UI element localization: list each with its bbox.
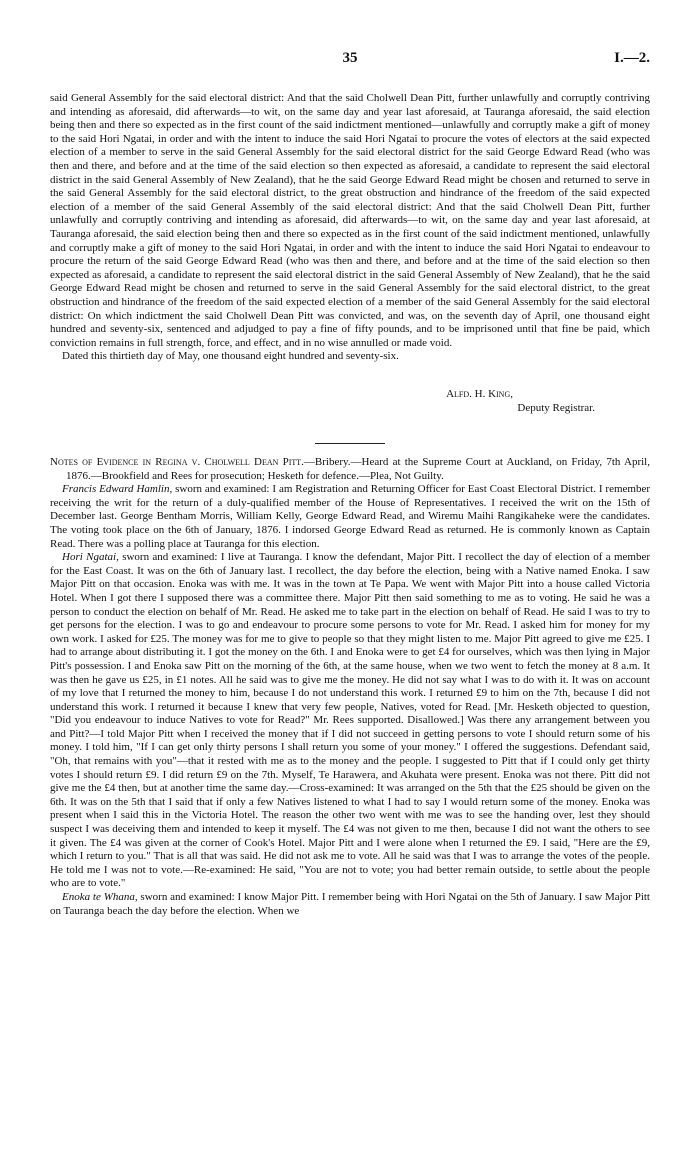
notes-details: —Bribery.—Heard at the Supreme Court at Auckland, on Friday, 7th April, 1876.—Brookfield and Rees for prosecution; Hesketh for defence.—Plea, Not Guilty.	[66, 456, 650, 482]
paper-reference: I.—2.	[614, 50, 650, 66]
evidence-section	[50, 456, 650, 918]
indictment-section	[50, 92, 650, 364]
witness-name: Francis Edward Hamlin,	[62, 483, 173, 496]
notes-heading	[50, 456, 650, 483]
signatory-name: Alfd. H. King,	[446, 388, 513, 400]
page-number: 35	[342, 50, 358, 66]
witness-testimony: sworn and examined: I am Registration and Returning Officer for East Coast Electoral District. I remember receiving the writ for the return of a duly-qualified member of the House of Representatives. I received the writ on the 15th of December last. George Bentham Morris, William Kelly, George Edward Read, and Wiremu Maihi Rangikaheke were the candidates. The voting took place on the 6th of January, 1876. I indorsed George Edward Read as returned. He is commonly known as Captain Read. There was a polling place at Tauranga for this election.	[50, 483, 650, 550]
witness-paragraph	[50, 891, 650, 918]
notes-title: Notes of Evidence in Regina v. Cholwell Dean Pitt.	[50, 456, 304, 468]
signatory-title: Deputy Registrar.	[517, 402, 595, 414]
witness-testimony: sworn and examined: I know Major Pitt. I remember being with Hori Ngatai on the 5th of January. I saw Major Pitt on Tauranga beach the day before the election. When we	[50, 891, 650, 917]
dated-line: Dated this thirtieth day of May, one thousand eight hundred and seventy-six.	[62, 350, 399, 363]
witness-name: Hori Ngatai,	[62, 551, 119, 564]
indictment-paragraph: said General Assembly for the said electoral district: And that the said Cholwell Dean Pitt, further unlawfully and corruptly contriving and intending as aforesaid, did afterwards—to wit, on the same day and year last aforesaid, at Tauranga aforesaid, the said election being then and there so expected as in the first count of the said indictment mentioned—unlawfully and corruptly make a gift of money to the said Hori Ngatai, in order and with the intent to induce the said Hori Ngatai to procure the votes of electors at the said expected election of a member to serve in the said General Assembly for the said electoral district for the said George Edward Read (who was then and there, and before and at the time of the said election so then expected as aforesaid, a candidate to represent the said electoral district in the said General Assembly of New Zealand), that he the said George Edward Read might be chosen and returned to serve in the said General Assembly for the said electoral district, to the great obstruction and hindrance of the freedom of the said expected election of a member of the said General Assembly of the said electoral district: And that the said Cholwell Dean Pitt, further unlawfully and corruptly contriving and intending as aforesaid, did afterwards—to wit, on the same day and year last aforesaid, at Tauranga aforesaid, the said election being then and there so expected as in the first count of the said indictment mentioned, unlawfully and corruptly make a gift of money to the said Hori Ngatai, in order and with the intent to induce the said Hori Ngatai to endeavour to procure the return of the said George Edward Read (who was then and there, and before and at the time of the said election so then expected as aforesaid, a candidate to represent the said electoral district in the said General Assembly of New Zealand), that he the said George Edward Read might be chosen and returned to serve in the said General Assembly for the said electoral district, to the great obstruction and hindrance of the freedom of the said expected election of a member of the said General Assembly for the said electoral district: On which indictment the said Cholwell Dean Pitt was convicted, and was, on the seventh day of April, one thousand eight hundred and seventy-six, sentenced and adjudged to pay a fine of fifty pounds, and to be imprisoned until that fine be paid, which conviction remains in full strength, force, and effect, and in no wise annulled or made void.	[50, 92, 650, 349]
witness-name: Enoka te Whana,	[62, 891, 138, 903]
section-divider	[315, 443, 385, 444]
witness-paragraph	[50, 551, 650, 891]
witness-testimony: sworn and examined: I live at Tauranga. I know the defendant, Major Pitt. I recollect the day of election of a member for the East Coast. It was on the 6th of January last. I recollect, the day before the election, being with a Native named Enoka. I saw Major Pitt on that occasion. Enoka was with me. It was in the town at Te Papa. We went with Major Pitt into a house called Victoria Hotel. When I got there I supposed there was a committee there. Major Pitt then said something to me as to voting. He said he was a person to conduct the election on behalf of Mr. Read. He asked me to take part in the election on behalf of Read. He said I was to try to get persons for the election. I was to go and endeavour to procure some persons to vote for Mr. Read. I asked him for money for my own work. I asked for £25. The money was for me to give to people so that they might listen to me. Major Pitt agreed to give me £25. I had to arrange about distributing it. I got the money on the 6th. I and Enoka were to get £4 for ourselves, which was then lying in Major Pitt's possession. I and Enoka saw Pitt on the morning of the 6th, at the same house, when we two went to fetch the money at 8 a.m. It was then he gave us £25, in £1 notes. All he said was to give me the money. He did not say what I was to do with it. It was on account of my love that I returned the money to him, because I do not understand this work. I returned £9 to him on the 7th, because I did not understand this work. I returned it because I knew that very few people, Natives, voted for Read. [Mr. Hesketh objected to question, "Did you endeavour to induce Natives to vote for Read?" Mr. Rees supported. Disallowed.] Was there any arrangement between you and Pitt?—I told Major Pitt when I received the money that if I did not succeed in getting persons to vote I should return some of his money. I told him, "If I can get only thirty persons I shall return you some of your money." I offered the suggestions. Defendant said, "Oh, that remains with you"—that it rested with me as to the money and the people. I suggested to Pitt that if I could only get thirty votes I should return £9. I did return £9 on the 7th. Myself, Te Harawera, and Akuhata were present. Enoka was not there. Pitt did not give me the £4 then, but at another time the same day.—Cross-examined: It was arranged on the 5th that the £25 should be given on the 6th. It was on the 5th that I said that if only a few Natives listened to what I had to say I would return some of the money. Enoka was present when I said this in the Victoria Hotel. The reason the other two went with me was to see the handing over, lest they should suspect I was deceiving them and intended to keep it myself. The £4 was not given to me then, because I did not want the others to see it given. The £4 was given at the corner of Cook's Hotel. Major Pitt and I were alone when I returned the £9. I said, "Here are the £9, which I return to you." That is all that was said. He did not ask me to vote. All he said was that I was to arrange the votes of the people. He told me I was not to vote.—Re-examined: He said, "You are not to vote; you had better remain outside, to settle about the people who are to vote."	[50, 551, 651, 890]
witness-paragraph	[50, 483, 650, 551]
